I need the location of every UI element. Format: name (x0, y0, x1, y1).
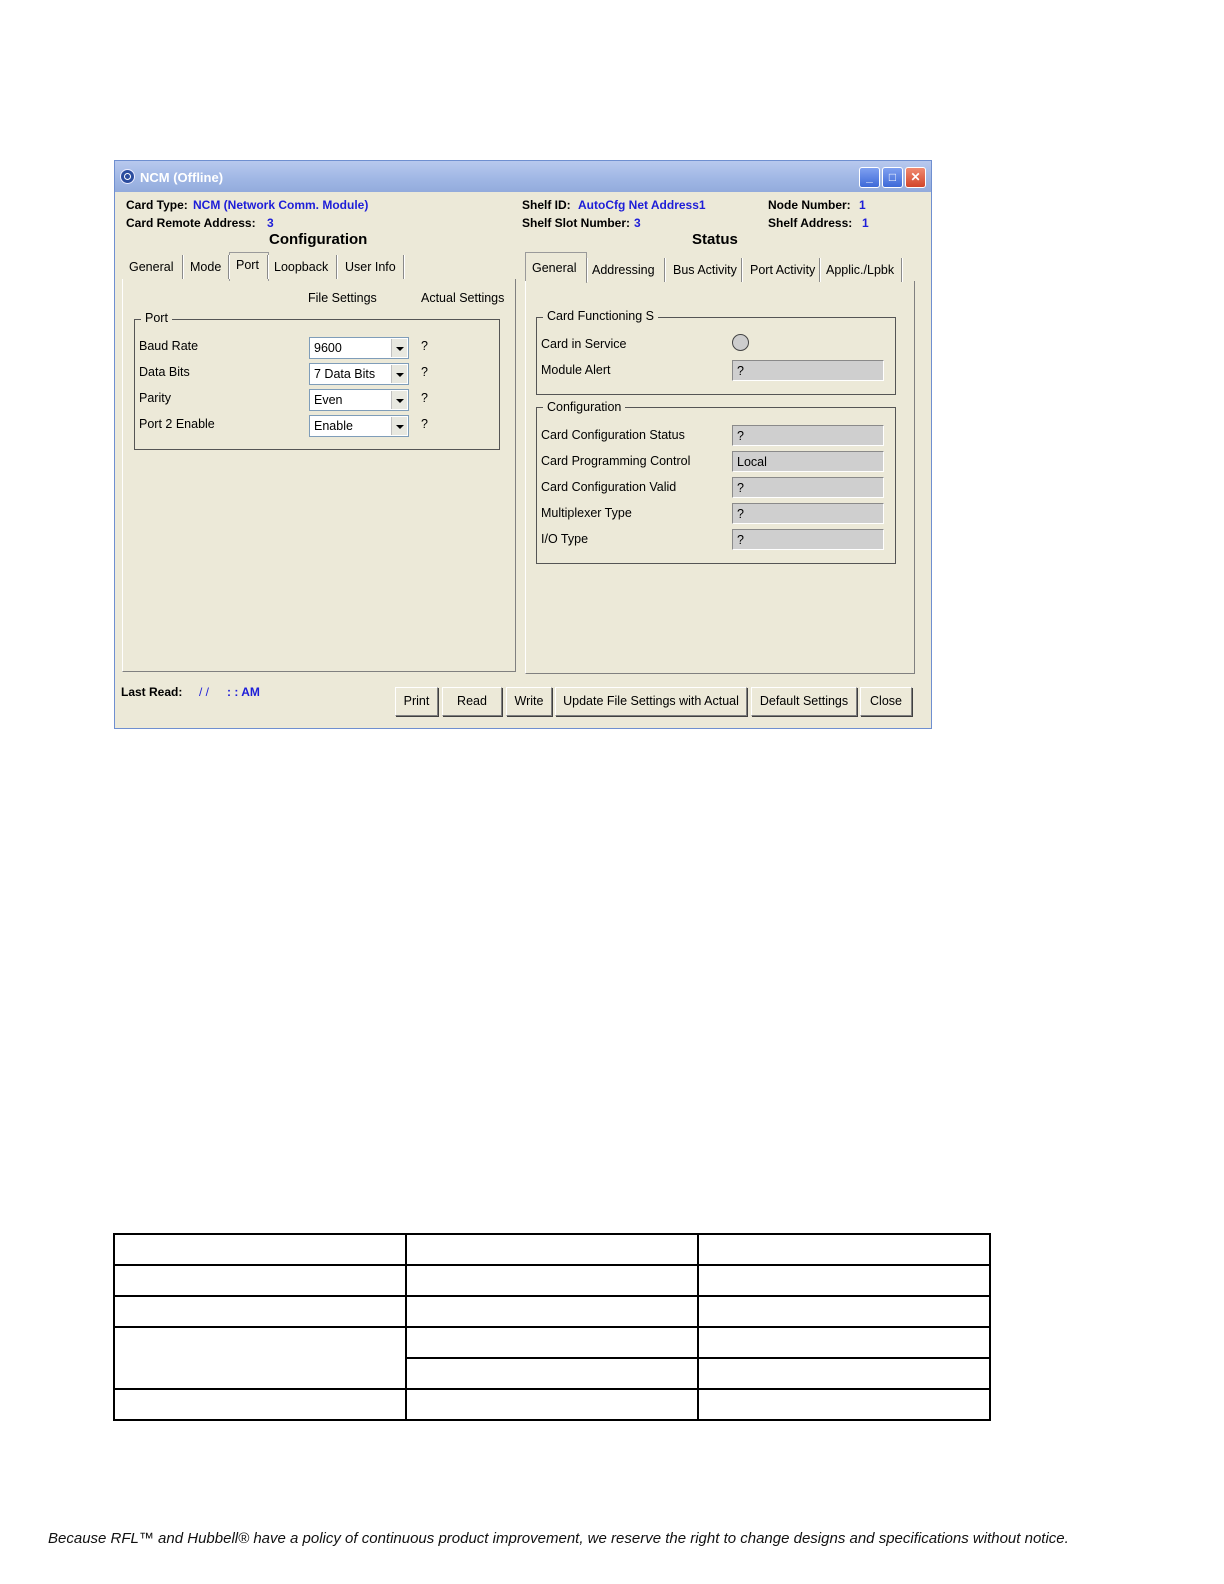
table-cell (406, 1265, 698, 1296)
status-title: Status (692, 231, 738, 248)
baud-rate-label: Baud Rate (139, 339, 199, 353)
table-row (114, 1265, 990, 1296)
tab-status-general[interactable]: General (532, 261, 577, 275)
card-in-service-indicator (732, 334, 749, 351)
tab-separator (901, 258, 903, 282)
port2-enable-select[interactable] (309, 415, 409, 437)
tab-config-port[interactable]: Port (236, 258, 259, 272)
baud-rate-actual: ? (421, 339, 428, 353)
shelf-address-value: 1 (862, 216, 869, 230)
card-config-status-label: Card Configuration Status (541, 428, 685, 442)
tab-separator (336, 255, 338, 279)
baud-rate-select[interactable] (309, 337, 409, 359)
card-type-value: NCM (Network Comm. Module) (193, 198, 369, 212)
app-icon (120, 169, 135, 184)
tab-separator (228, 255, 230, 279)
card-type-label: Card Type: (126, 198, 188, 212)
data-bits-select[interactable] (309, 363, 409, 385)
update-file-settings-button[interactable]: Update File Settings with Actual (555, 687, 747, 716)
chevron-down-icon[interactable] (391, 417, 407, 435)
tab-status-bus-activity[interactable]: Bus Activity (673, 263, 737, 277)
chevron-down-icon[interactable] (391, 339, 407, 357)
card-programming-control-field (732, 451, 884, 472)
last-read-label: Last Read: (121, 685, 183, 699)
port2-enable-actual: ? (421, 417, 428, 431)
table-cell (406, 1358, 698, 1389)
shelf-id-label: Shelf ID: (522, 198, 571, 212)
multiplexer-type-field (732, 503, 884, 524)
card-functioning-groupbox (536, 317, 896, 395)
default-settings-button[interactable]: Default Settings (751, 687, 857, 716)
card-programming-control-label: Card Programming Control (541, 454, 691, 468)
table-cell (698, 1265, 990, 1296)
tab-status-port-activity[interactable]: Port Activity (750, 263, 816, 277)
last-read-date: / / (199, 685, 210, 699)
tab-separator (664, 258, 666, 282)
shelf-slot-value: 3 (634, 216, 641, 230)
tab-separator (741, 258, 743, 282)
port2-enable-value: Enable (314, 419, 353, 433)
close-button[interactable]: Close (860, 687, 912, 716)
shelf-id-value: AutoCfg Net Address1 (578, 198, 706, 212)
shelf-address-label: Shelf Address: (768, 216, 853, 230)
chevron-down-icon[interactable] (391, 365, 407, 383)
port2-enable-label: Port 2 Enable (139, 417, 215, 431)
data-bits-label: Data Bits (139, 365, 190, 379)
tab-status-applic-lpbk[interactable]: Applic./Lpbk (826, 263, 895, 277)
table-cell (406, 1234, 698, 1265)
page-footer-disclaimer: Because RFL™ and Hubbell® have a policy of continuous product improvement, we reserve the right to change designs and specifications without notice. (48, 1530, 1069, 1547)
tab-separator (182, 255, 184, 279)
tab-config-general[interactable]: General (129, 260, 174, 274)
card-config-valid-field (732, 477, 884, 498)
tab-separator (586, 258, 588, 282)
io-type-value: ? (737, 533, 744, 547)
table-cell (698, 1389, 990, 1420)
port-group-title: Port (141, 311, 172, 325)
file-settings-header: File Settings (308, 291, 377, 305)
tab-config-mode[interactable]: Mode (190, 260, 222, 274)
empty-table (113, 1233, 991, 1421)
data-bits-value: 7 Data Bits (314, 367, 376, 381)
read-button[interactable]: Read (442, 687, 502, 716)
io-type-field (732, 529, 884, 550)
card-config-valid-value: ? (737, 481, 744, 495)
title-bar[interactable] (115, 161, 931, 192)
parity-label: Parity (139, 391, 171, 405)
parity-select[interactable] (309, 389, 409, 411)
table-cell (698, 1327, 990, 1358)
card-config-valid-label: Card Configuration Valid (541, 480, 677, 494)
last-read-time: : : AM (227, 685, 260, 699)
multiplexer-type-value: ? (737, 507, 744, 521)
card-functioning-title: Card Functioning S (543, 309, 658, 323)
table-cell (406, 1389, 698, 1420)
maximize-button[interactable]: □ (882, 167, 903, 188)
table-cell (698, 1358, 990, 1389)
card-remote-address-value: 3 (267, 216, 274, 230)
table-cell (114, 1389, 406, 1420)
table-cell (698, 1234, 990, 1265)
multiplexer-type-label: Multiplexer Type (541, 506, 632, 520)
close-window-button[interactable]: ✕ (905, 167, 926, 188)
shelf-slot-label: Shelf Slot Number: (522, 216, 631, 230)
parity-value: Even (314, 393, 343, 407)
module-alert-value: ? (737, 364, 744, 378)
io-type-label: I/O Type (541, 532, 589, 546)
ncm-window (114, 160, 932, 729)
table-cell (114, 1327, 406, 1389)
node-number-value: 1 (859, 198, 866, 212)
card-in-service-label: Card in Service (541, 337, 627, 351)
table-cell (114, 1234, 406, 1265)
table-cell (114, 1265, 406, 1296)
table-row (114, 1327, 990, 1358)
card-config-status-value: ? (737, 429, 744, 443)
table-cell (406, 1296, 698, 1327)
tab-config-user-info[interactable]: User Info (345, 260, 396, 274)
card-remote-address-label: Card Remote Address: (126, 216, 256, 230)
table-cell (114, 1296, 406, 1327)
module-alert-label: Module Alert (541, 363, 611, 377)
tab-separator (403, 255, 405, 279)
card-config-status-field (732, 425, 884, 446)
tab-separator (819, 258, 821, 282)
table-cell (698, 1296, 990, 1327)
window-title: NCM (Offline) (140, 170, 224, 185)
table-row (114, 1296, 990, 1327)
table-row (114, 1234, 990, 1265)
configuration-title: Configuration (269, 231, 368, 248)
status-configuration-title: Configuration (543, 400, 625, 414)
tab-status-addressing[interactable]: Addressing (592, 263, 655, 277)
data-bits-actual: ? (421, 365, 428, 379)
print-button[interactable]: Print (395, 687, 438, 716)
minimize-button[interactable]: _ (859, 167, 880, 188)
actual-settings-header: Actual Settings (421, 291, 505, 305)
tab-config-loopback[interactable]: Loopback (274, 260, 329, 274)
table-row (114, 1389, 990, 1420)
tab-separator (267, 255, 269, 279)
write-button[interactable]: Write (506, 687, 552, 716)
card-programming-control-value: Local (737, 455, 767, 469)
baud-rate-value: 9600 (314, 341, 342, 355)
parity-actual: ? (421, 391, 428, 405)
table-cell (406, 1327, 698, 1358)
chevron-down-icon[interactable] (391, 391, 407, 409)
node-number-label: Node Number: (768, 198, 851, 212)
module-alert-field (732, 360, 884, 381)
